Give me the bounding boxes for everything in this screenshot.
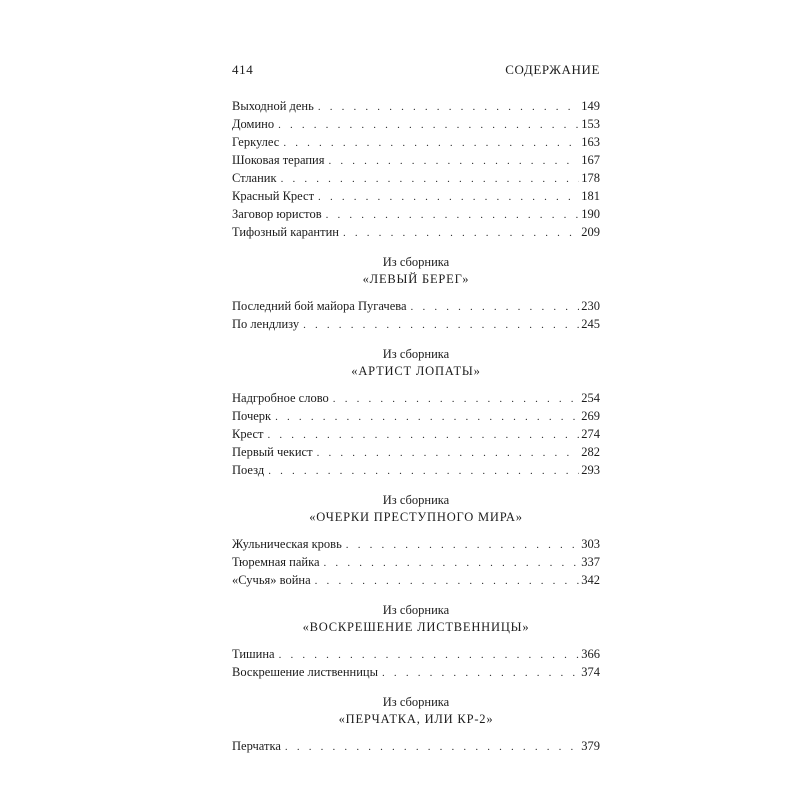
section-title: «ОЧЕРКИ ПРЕСТУПНОГО МИРА» xyxy=(309,510,523,524)
entry-title: Домино xyxy=(232,117,275,131)
toc-entry xyxy=(232,389,600,407)
entry-page-number: 230 xyxy=(581,299,600,313)
entry-page-number: 274 xyxy=(581,427,600,441)
toc-entry xyxy=(232,97,600,115)
entry-page-number: 167 xyxy=(581,153,600,167)
entry-page-number: 163 xyxy=(581,135,600,149)
section-title: «ВОСКРЕШЕНИЕ ЛИСТВЕННИЦЫ» xyxy=(302,620,530,634)
entry-page-number: 181 xyxy=(581,189,600,203)
dot-leader xyxy=(315,572,580,590)
entry-page-number: 153 xyxy=(581,117,600,131)
section-heading xyxy=(232,602,600,636)
entry-title: Тифозный карантин xyxy=(232,225,339,239)
toc-entry xyxy=(232,223,600,241)
entry-page-number: 303 xyxy=(581,537,600,551)
entry-page-number: 342 xyxy=(581,573,600,587)
section-heading xyxy=(232,254,600,288)
toc-entry xyxy=(232,169,600,187)
dot-leader xyxy=(268,462,579,480)
dot-leader xyxy=(303,316,579,334)
entry-title: Надгробное слово xyxy=(232,391,329,405)
section-caption: Из сборника xyxy=(382,493,450,507)
toc-entry xyxy=(232,297,600,315)
dot-leader xyxy=(275,408,579,426)
dot-leader xyxy=(267,426,579,444)
section-heading xyxy=(232,492,600,526)
dot-leader xyxy=(318,188,579,206)
entry-page-number: 254 xyxy=(581,391,600,405)
dot-leader xyxy=(346,536,579,554)
section-caption: Из сборника xyxy=(382,695,450,709)
entry-title: Поезд xyxy=(232,463,265,477)
entry-title: Первый чекист xyxy=(232,445,313,459)
entry-page-number: 190 xyxy=(581,207,600,221)
dot-leader xyxy=(333,390,579,408)
dot-leader xyxy=(411,298,580,316)
entry-title: Перчатка xyxy=(232,739,281,753)
toc-entry xyxy=(232,187,600,205)
entry-page-number: 379 xyxy=(581,739,600,753)
toc-entry xyxy=(232,425,600,443)
toc-entry xyxy=(232,571,600,589)
entry-title: Жульническая кровь xyxy=(232,537,342,551)
toc-entry xyxy=(232,737,600,755)
section-heading xyxy=(232,694,600,728)
entry-page-number: 178 xyxy=(581,171,600,185)
toc-entry xyxy=(232,461,600,479)
page-number: 414 xyxy=(232,62,254,77)
entry-title: По лендлизу xyxy=(232,317,300,331)
dot-leader xyxy=(318,98,579,116)
dot-leader xyxy=(326,206,580,224)
section-heading xyxy=(232,346,600,380)
toc-entry xyxy=(232,407,600,425)
entry-title: Тюремная пайка xyxy=(232,555,320,569)
entry-title: Геркулес xyxy=(232,135,280,149)
section-title: «ЛЕВЫЙ БЕРЕГ» xyxy=(362,272,470,286)
toc-entry xyxy=(232,553,600,571)
table-of-contents xyxy=(232,97,600,755)
entry-title: Крест xyxy=(232,427,264,441)
dot-leader xyxy=(328,152,579,170)
dot-leader xyxy=(285,738,579,756)
entry-title: Воскрешение лиственницы xyxy=(232,665,379,679)
entry-title: Тишина xyxy=(232,647,275,661)
entry-page-number: 374 xyxy=(581,665,600,679)
dot-leader xyxy=(317,444,580,462)
toc-entry xyxy=(232,115,600,133)
entry-page-number: 337 xyxy=(581,555,600,569)
entry-page-number: 245 xyxy=(581,317,600,331)
section-caption: Из сборника xyxy=(382,255,450,269)
entry-page-number: 282 xyxy=(581,445,600,459)
toc-entry xyxy=(232,645,600,663)
toc-section xyxy=(232,254,600,333)
toc-entry xyxy=(232,443,600,461)
toc-section xyxy=(232,602,600,681)
dot-leader xyxy=(281,170,580,188)
section-title: «ПЕРЧАТКА, ИЛИ КР-2» xyxy=(338,712,494,726)
entry-page-number: 293 xyxy=(581,463,600,477)
toc-section xyxy=(232,492,600,589)
running-title: СОДЕРЖАНИЕ xyxy=(505,62,600,77)
entry-page-number: 366 xyxy=(581,647,600,661)
dot-leader xyxy=(283,134,579,152)
toc-entry xyxy=(232,205,600,223)
entry-title: Красный Крест xyxy=(232,189,315,203)
dot-leader xyxy=(279,646,580,664)
toc-section xyxy=(232,694,600,755)
section-caption: Из сборника xyxy=(382,603,450,617)
toc-section xyxy=(232,97,600,241)
toc-entry xyxy=(232,151,600,169)
toc-entry xyxy=(232,535,600,553)
entry-page-number: 149 xyxy=(581,99,600,113)
dot-leader xyxy=(324,554,580,572)
running-head xyxy=(232,62,600,78)
dot-leader xyxy=(278,116,579,134)
entry-title: Заговор юристов xyxy=(232,207,322,221)
section-title: «АРТИСТ ЛОПАТЫ» xyxy=(351,364,481,378)
dot-leader xyxy=(343,224,579,242)
entry-title: Почерк xyxy=(232,409,272,423)
toc-entry xyxy=(232,133,600,151)
entry-page-number: 209 xyxy=(581,225,600,239)
entry-title: Шоковая терапия xyxy=(232,153,325,167)
section-caption: Из сборника xyxy=(382,347,450,361)
entry-title: Стланик xyxy=(232,171,277,185)
entry-title: «Сучья» война xyxy=(232,573,311,587)
toc-entry xyxy=(232,663,600,681)
dot-leader xyxy=(382,664,579,682)
entry-title: Выходной день xyxy=(232,99,314,113)
toc-section xyxy=(232,346,600,479)
entry-page-number: 269 xyxy=(581,409,600,423)
toc-entry xyxy=(232,315,600,333)
entry-title: Последний бой майора Пугачева xyxy=(232,299,407,313)
